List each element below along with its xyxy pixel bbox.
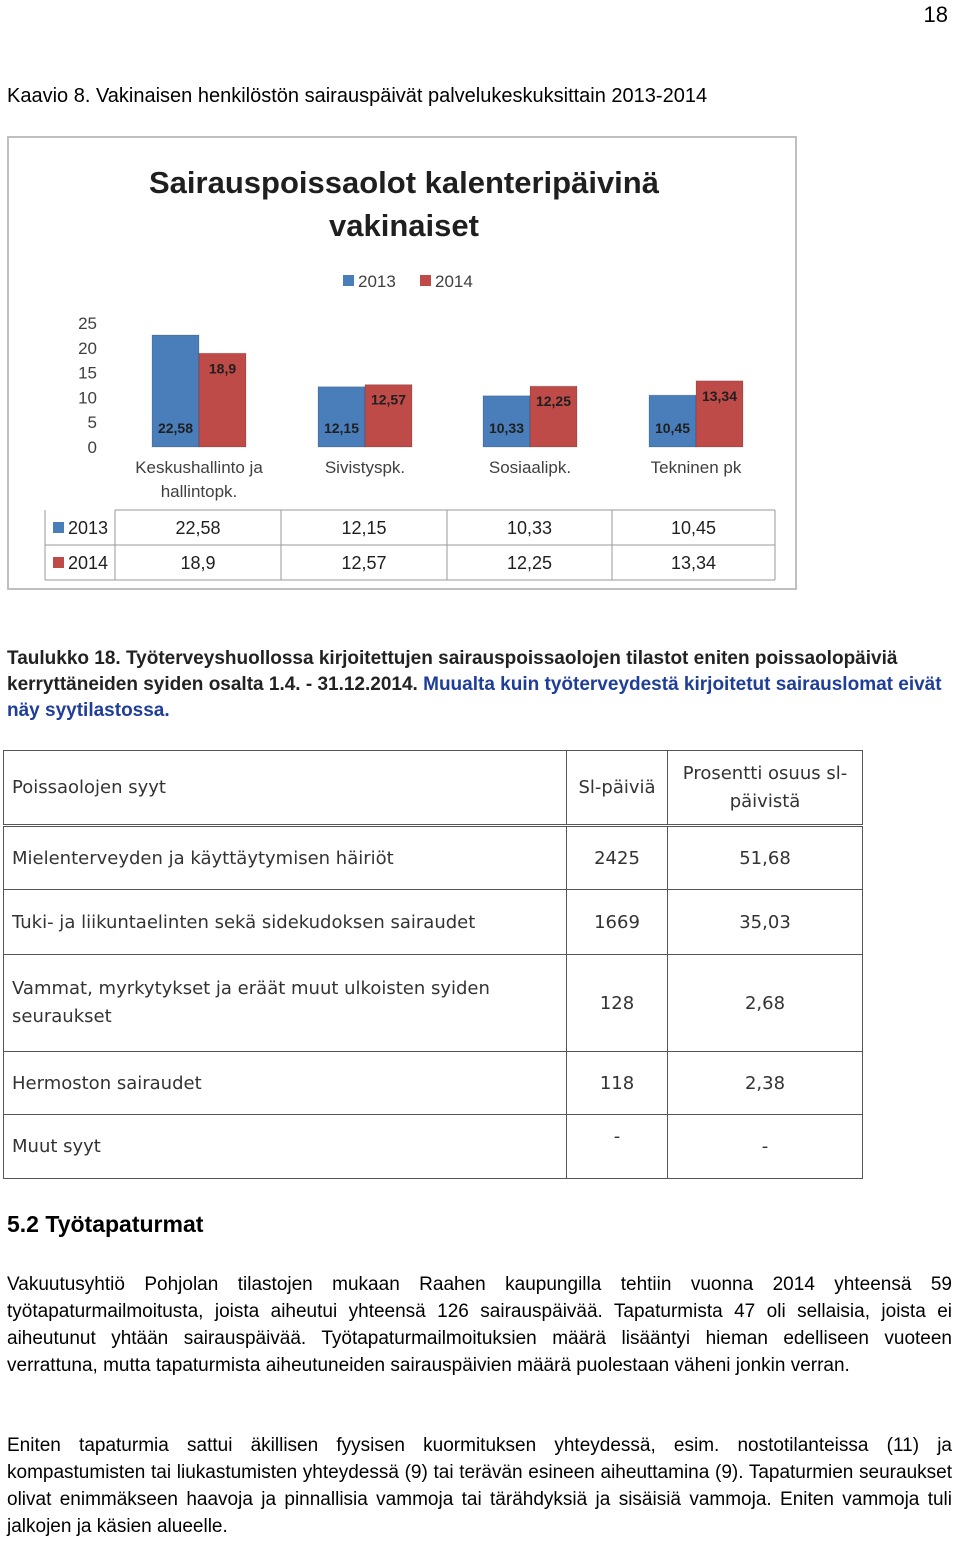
cell-days: 1669 (567, 890, 668, 955)
table-row (4, 826, 863, 890)
y-tick-label: 20 (78, 338, 97, 358)
bar-value-label: 18,9 (208, 360, 237, 377)
data-table-series-name: 2014 (68, 553, 109, 573)
y-tick-label: 0 (87, 438, 97, 457)
header-days: Sl-päiviä (567, 751, 668, 826)
cell-percent: 2,68 (668, 955, 863, 1052)
chart-title-line2: vakinaiset (329, 208, 479, 243)
chart-title-line1: Sairauspoissaolot kalenteripäivinä (149, 165, 659, 200)
page-number: 18 (923, 2, 948, 27)
chart-frame (7, 136, 797, 590)
y-tick-label: 10 (78, 388, 97, 408)
data-table-value: 12,15 (341, 518, 387, 538)
cell-days (567, 1115, 668, 1179)
cell-cause: Tuki- ja liikuntaelinten sekä sidekudoksen sairaudet (4, 890, 567, 955)
data-table-swatch-2013 (53, 522, 64, 533)
cell-percent: 35,03 (668, 890, 863, 955)
bar-chart (9, 138, 799, 592)
cell-days-text: - (613, 1126, 621, 1147)
data-table-value: 10,45 (670, 518, 717, 538)
header-percent-text: Prosentti osuus sl-päivistä (682, 762, 848, 812)
y-tick-label: 25 (78, 314, 97, 333)
cell-cause: Hermoston sairaudet (4, 1052, 567, 1115)
paragraph-2: Eniten tapaturmia sattui äkillisen fyysisen kuormituksen yhteydessä, esim. nostotilanteissa (11) ja kompastumisten tai liukastumisten yhteydessä (9) tai terävän esineen aiheuttamina (9). Tapaturmien seuraukset olivat enimmäkseen haavoja ja pinnallisia vammoja tai tärähdyksiä ja sisäisiä vammoja. Eniten vammoja tuli jalkojen ja käsien alueelle. (7, 1435, 952, 1537)
table-title-main: Taulukko 18. Työterveyshuollossa kirjoitettujen sairauspoissaolojen tilastot eniten poissaolopäiviä kerryttäneiden syiden osalta 1.4. - 31.12.2014. (7, 648, 898, 695)
legend-label-2014: 2014 (435, 272, 473, 291)
legend-label-2013: 2013 (358, 272, 396, 291)
category-label: Keskushallinto ja (135, 458, 263, 477)
data-table-value: 22,58 (175, 518, 221, 538)
bar-value-label: 12,15 (323, 420, 360, 436)
data-table-swatch-2014 (53, 557, 64, 568)
bar-value-label: 12,25 (535, 393, 572, 410)
bar-value-label: 12,57 (370, 391, 407, 408)
bar-2013 (318, 387, 365, 447)
header-cause: Poissaolojen syyt (4, 751, 567, 826)
table-title (7, 646, 952, 724)
table-row (4, 890, 863, 955)
table-row (4, 955, 863, 1052)
section-heading: 5.2 Työtapaturmat (7, 1211, 204, 1237)
table-row (4, 1115, 863, 1179)
y-tick-label: 15 (78, 363, 97, 383)
sick-leave-table (3, 750, 863, 1179)
y-tick-label: 5 (87, 413, 97, 433)
table-row (4, 1052, 863, 1115)
bar-value-label: 22,58 (157, 420, 194, 436)
category-label: Tekninen pk (650, 458, 742, 477)
table-header-row (4, 751, 863, 826)
data-table-series-name: 2013 (68, 518, 109, 538)
cell-cause: Vammat, myrkytykset ja eräät muut ulkoisten syiden seuraukset (4, 955, 567, 1052)
bar-value-label: 10,45 (654, 420, 691, 436)
bar-value-label: 10,33 (488, 420, 525, 436)
category-label: hallintopk. (160, 482, 238, 501)
chart-caption: Kaavio 8. Vakinaisen henkilöstön sairauspäivät palvelukeskuksittain 2013-2014 (7, 85, 708, 107)
legend-swatch-2013 (343, 275, 354, 286)
bar-value-label: 13,34 (701, 387, 738, 404)
cell-cause: Mielenterveyden ja käyttäytymisen häiriöt (4, 826, 567, 890)
data-table-value: 13,34 (670, 553, 717, 573)
cell-percent: 51,68 (668, 826, 863, 890)
cell-days: 2425 (567, 826, 668, 890)
header-percent (668, 751, 863, 826)
category-label: Sivistyspk. (324, 458, 406, 477)
data-table-value: 12,25 (506, 553, 553, 573)
category-label: Sosiaalipk. (488, 458, 572, 477)
cell-days: 118 (567, 1052, 668, 1115)
cell-days: 128 (567, 955, 668, 1052)
cell-cause: Muut syyt (4, 1115, 567, 1179)
data-table-value: 18,9 (180, 553, 216, 573)
data-table-value: 12,57 (341, 553, 387, 573)
table-title-note: Muualta kuin työterveydestä kirjoitetut sairauslomat eivät näy syytilastossa. (7, 674, 942, 721)
legend-swatch-2014 (420, 275, 431, 286)
cell-percent: - (668, 1115, 863, 1179)
data-table-value: 10,33 (506, 518, 553, 538)
paragraph-1: Vakuutusyhtiö Pohjolan tilastojen mukaan Raahen kaupungilla tehtiin vuonna 2014 yhteensä 59 työtapaturmailmoitusta, joista aiheutui yhteensä 126 sairauspäivää. Tapaturmista 47 oli sellaisia, joista ei aiheutunut yhtään sairauspäivää. Työtapaturmailmoituksien määrä lisääntyi hieman edelliseen vuoteen verrattuna, mutta tapaturmista aiheutuneiden sairauspäivien määrä puolestaan väheni jonkin verran. (7, 1274, 952, 1376)
cell-percent: 2,38 (668, 1052, 863, 1115)
